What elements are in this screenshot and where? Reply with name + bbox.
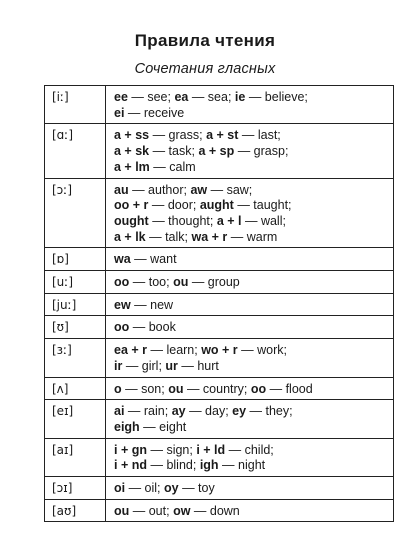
letter-combination: oo [250,381,267,396]
table-row [45,339,394,377]
phonetic-symbol: [eɪ] [52,404,74,419]
examples-cell [106,499,394,522]
example-word: — author; [128,182,191,197]
example-word: — saw; [207,182,253,197]
example-line [114,382,393,398]
example-word: — child; [225,442,274,457]
letter-combination: au [114,182,129,197]
letter-combination: oy [164,481,179,496]
letter-combination: ea + r [114,343,148,358]
example-word: — group [188,275,240,290]
examples-cell [106,271,394,294]
letter-combination: a + lm [114,159,150,174]
examples-cell [106,400,394,438]
page-title: Правила чтения [134,31,276,50]
example-word: — work; [237,343,287,358]
phonetic-symbol: [ʌ] [52,381,69,396]
examples-cell [106,248,394,271]
sound-cell [45,178,106,248]
table-row [45,499,394,522]
example-lines [114,477,393,499]
letter-combination: ey [232,404,247,419]
example-word: — girl; [122,358,166,373]
example-line [114,443,393,459]
sound-cell [45,124,106,178]
examples-cell [106,339,394,377]
sound-cell [45,339,106,377]
table-row [45,178,394,248]
letter-combination: ei [114,105,125,120]
sound-cell [45,248,106,271]
example-line [114,214,393,230]
examples-cell [106,293,394,316]
letter-combination: o [114,381,122,396]
example-word: — learn; [147,343,202,358]
example-lines [114,339,393,376]
example-word: — flood [266,381,313,396]
example-lines [114,400,393,437]
example-line [114,359,393,375]
example-line [114,183,393,199]
phonetic-symbol: [ɔː] [52,182,72,197]
example-line [114,458,393,474]
example-word: — rain; [124,404,172,419]
example-lines [114,248,393,270]
table-row [45,438,394,476]
example-word: — thought; [148,213,217,228]
example-lines [114,124,393,177]
letter-combination: ur [165,358,178,373]
example-word: — grasp; [234,144,289,159]
letter-combination: a + ss [114,128,150,143]
example-lines [114,500,393,522]
letter-combination: ai [114,404,125,419]
page-subtitle: Сочетания гласных [134,61,276,77]
examples-cell [106,316,394,339]
example-word: — sign; [147,442,197,457]
letter-combination: ou [114,503,130,518]
table-row [45,477,394,500]
examples-cell [106,477,394,500]
example-word: — out; [129,503,174,518]
example-word: — taught; [233,198,292,213]
sound-cell [45,271,106,294]
letter-combination: ou [168,381,184,396]
example-line [114,198,393,214]
example-lines [114,294,393,316]
table-row [45,316,394,339]
example-line [114,404,393,420]
letter-combination: ie [234,90,246,104]
example-line [114,230,393,246]
example-word: — warm [227,229,278,244]
example-line [114,144,393,160]
letter-combination: wo + r [201,343,238,358]
sound-cell [45,86,106,124]
letter-combination: ea [174,90,189,104]
letter-combination: a + l [216,213,242,228]
example-word: — book [129,320,176,335]
letter-combination: aw [190,182,208,197]
example-line [114,481,393,497]
example-line [114,90,393,106]
example-line [114,343,393,359]
reading-rules-table [44,85,394,522]
examples-cell [106,124,394,178]
letter-combination: a + sp [198,144,235,159]
sound-cell [45,477,106,500]
example-word: — country; [183,381,251,396]
example-word: — oil; [125,481,165,496]
example-lines [114,439,393,476]
example-line [114,128,393,144]
example-word: — talk; [145,229,192,244]
example-word: — too; [129,275,174,290]
example-line [114,275,393,291]
example-word: — see; [127,90,175,104]
example-word: — calm [149,159,196,174]
example-lines [114,378,393,400]
phonetic-symbol: [aʊ] [52,503,77,518]
letter-combination: oo [114,320,130,335]
letter-combination: i + ld [196,442,226,457]
example-word: — eight [139,419,187,434]
letter-combination: i + gn [114,442,147,457]
example-word: — son; [121,381,169,396]
examples-cell [106,86,394,124]
examples-cell [106,377,394,400]
table-row [45,400,394,438]
example-word: — want [130,252,177,267]
example-line [114,420,393,436]
letter-combination: oo [114,275,130,290]
example-lines [114,179,393,248]
letter-combination: igh [199,458,219,473]
example-line [114,504,393,520]
sound-cell [45,400,106,438]
letter-combination: ir [114,358,123,373]
example-word: — they; [246,404,293,419]
letter-combination: wa [114,252,131,267]
letter-combination: ee [114,90,128,104]
example-line [114,298,393,314]
letter-combination: ay [171,404,186,419]
phonetic-symbol: [uː] [52,275,74,290]
example-word: — receive [124,105,185,120]
example-word: — task; [149,144,199,159]
example-word: — hurt [177,358,219,373]
phonetic-symbol: [juː] [52,297,77,312]
phonetic-symbol: [iː] [52,90,69,104]
example-word: — night [218,458,266,473]
example-word: — sea; [188,90,235,104]
letter-combination: a + st [206,128,239,143]
table-row [45,248,394,271]
example-word: — day; [185,404,233,419]
letter-combination: wa + r [191,229,228,244]
example-word: — toy [178,481,215,496]
letter-combination: oi [114,481,126,496]
sound-cell [45,377,106,400]
phonetic-symbol: [aɪ] [52,442,74,457]
sound-cell [45,499,106,522]
example-line [114,320,393,336]
example-lines [114,86,393,123]
letter-combination: oo + r [114,198,149,213]
example-line [114,106,393,122]
phonetic-symbol: [ɜː] [52,343,72,358]
letter-combination: aught [199,198,234,213]
sound-cell [45,293,106,316]
example-word: — wall; [241,213,286,228]
table-row [45,271,394,294]
table-row [45,293,394,316]
examples-cell [106,438,394,476]
rules-table-body [45,86,394,522]
letter-combination: a + sk [114,144,150,159]
table-row [45,124,394,178]
letter-combination: ought [114,213,149,228]
example-line [114,252,393,268]
letter-combination: ow [173,503,191,518]
letter-combination: a + lk [114,229,146,244]
table-row [45,86,394,124]
example-word: — blind; [147,458,200,473]
letter-combination: i + nd [114,458,147,473]
phonetic-symbol: [ɑː] [52,128,74,143]
example-lines [114,316,393,338]
example-word: — believe; [245,90,308,104]
example-lines [114,271,393,293]
example-word: — grass; [149,128,207,143]
example-word: — new [130,297,174,312]
example-word: — down [190,503,240,518]
letter-combination: ew [114,297,131,312]
example-line [114,160,393,176]
table-row [45,377,394,400]
letter-combination: eigh [114,419,140,434]
letter-combination: ou [173,275,189,290]
examples-cell [106,178,394,248]
phonetic-symbol: [ʊ] [52,320,69,335]
sound-cell [45,438,106,476]
phonetic-symbol: [ɔɪ] [52,481,73,496]
example-word: — door; [148,198,200,213]
sound-cell [45,316,106,339]
example-word: — last; [238,128,281,143]
phonetic-symbol: [ɒ] [52,252,69,267]
